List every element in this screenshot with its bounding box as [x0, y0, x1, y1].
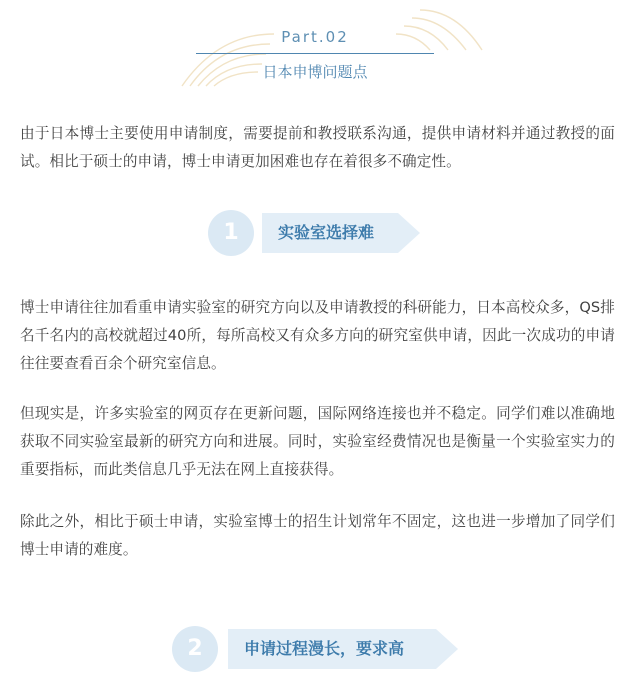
section-ribbon [262, 213, 420, 253]
section-ribbon [228, 629, 458, 669]
section-heading: 申请过程漫长，要求高 [244, 639, 405, 658]
section-number-badge: 2 [172, 626, 218, 672]
section-number-badge: 1 [208, 210, 254, 256]
body-paragraph: 博士申请往往加看重申请实验室的研究方向以及申请教授的科研能力，日本高校众多，QS排名千名内的高校就超过40所，每所高校又有众多方向的研究室供申请，因此一次成功的申请往往要查看百余个研究室信息。 [20, 299, 615, 372]
body-paragraph: 除此之外，相比于硕士申请，实验室博士的招生计划常年不固定，这也进一步增加了同学们博士申请的难度。 [20, 513, 615, 558]
section-banner-1 [0, 210, 630, 256]
section-title: 日本申博问题点 [262, 63, 368, 81]
section-banner-2 [0, 626, 630, 672]
section-heading: 实验室选择难 [278, 223, 375, 242]
header-divider [196, 53, 434, 54]
wave-ornament-icon [0, 0, 630, 100]
body-paragraph: 但现实是，许多实验室的网页存在更新问题，国际网络连接也并不稳定。同学们难以准确地获取不同实验室最新的研究方向和进展。同时，实验室经费情况也是衡量一个实验室实力的重要指标，而此类信息几乎无法在网上直接获得。 [20, 405, 615, 478]
intro-paragraph: 由于日本博士主要使用申请制度，需要提前和教授联系沟通，提供申请材料并通过教授的面试。相比于硕士的申请，博士申请更加困难也存在着很多不确定性。 [20, 125, 615, 170]
part-label: Part.02 [281, 28, 349, 46]
section-header [0, 0, 630, 100]
